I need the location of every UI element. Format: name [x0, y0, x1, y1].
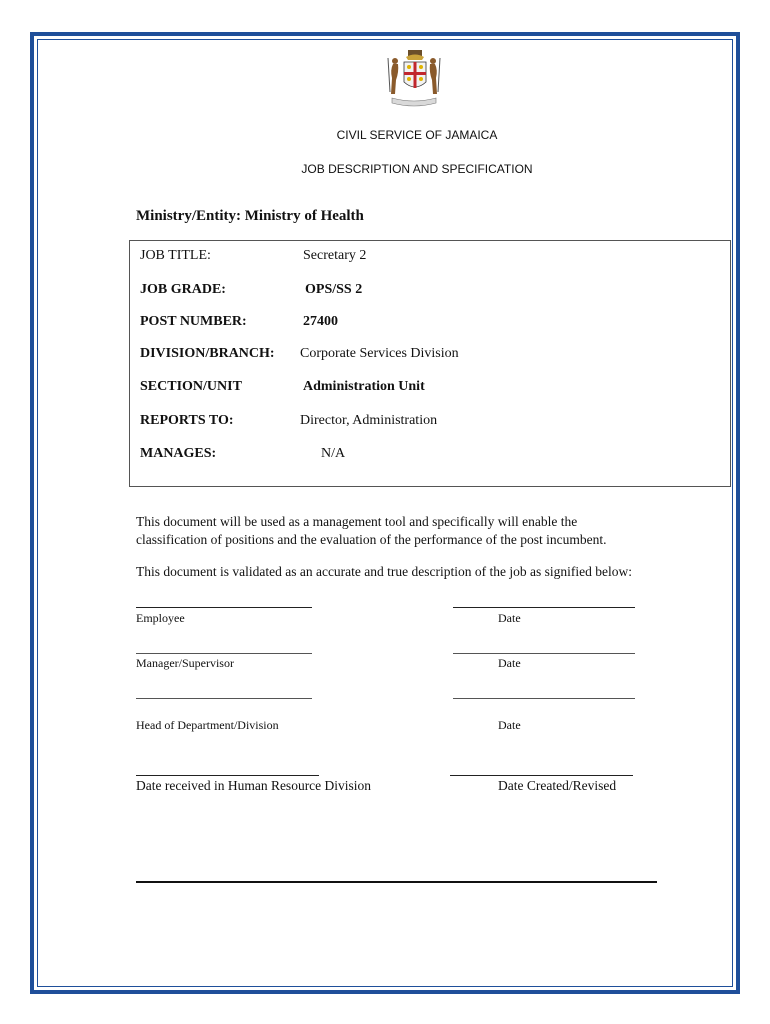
purpose-paragraph-line-1: This document will be used as a management tool and specifically will enable the	[136, 514, 578, 529]
post-number-label: POST NUMBER:	[140, 314, 247, 329]
head-date-line	[453, 698, 635, 699]
manager-label: Manager/Supervisor	[136, 656, 234, 670]
job-title-label: JOB TITLE:	[140, 248, 211, 263]
reports-to-label: REPORTS TO:	[140, 413, 234, 428]
bottom-divider	[136, 881, 657, 883]
section-label: SECTION/UNIT	[140, 379, 242, 394]
hr-received-label: Date received in Human Resource Division	[136, 778, 372, 793]
purpose-paragraph-line-2: classification of positions and the evaluation of the performance of the post incumbent.	[136, 532, 607, 547]
employee-label: Employee	[136, 611, 185, 625]
employee-date-line	[453, 607, 635, 608]
manager-date-label: Date	[498, 656, 521, 670]
job-details-box	[129, 240, 731, 487]
head-signature-line	[136, 698, 312, 699]
coat-of-arms-icon	[384, 48, 444, 110]
manager-signature-line	[136, 653, 312, 654]
created-revised-line	[450, 775, 633, 776]
post-number-value: 27400	[303, 314, 338, 329]
head-label: Head of Department/Division	[136, 718, 279, 732]
org-name: CIVIL SERVICE OF JAMAICA	[336, 128, 498, 142]
manages-label: MANAGES:	[140, 446, 217, 461]
employee-signature-line	[136, 607, 312, 608]
division-label: DIVISION/BRANCH:	[140, 346, 275, 361]
head-date-label: Date	[498, 718, 521, 732]
hr-received-line	[136, 775, 319, 776]
section-value: Administration Unit	[303, 379, 425, 394]
manages-value: N/A	[321, 446, 346, 461]
job-grade-label: JOB GRADE:	[140, 282, 226, 297]
document-title: JOB DESCRIPTION AND SPECIFICATION	[301, 162, 533, 176]
ministry-heading: Ministry/Entity: Ministry of Health	[136, 208, 364, 224]
job-grade-value: OPS/SS 2	[305, 282, 363, 297]
division-value: Corporate Services Division	[300, 346, 459, 361]
employee-date-label: Date	[498, 611, 521, 625]
created-revised-label: Date Created/Revised	[498, 778, 617, 793]
reports-to-value: Director, Administration	[300, 413, 438, 428]
validation-statement: This document is validated as an accurate and true description of the job as signified below:	[136, 564, 632, 579]
manager-date-line	[453, 653, 635, 654]
job-title-value: Secretary 2	[303, 248, 367, 263]
